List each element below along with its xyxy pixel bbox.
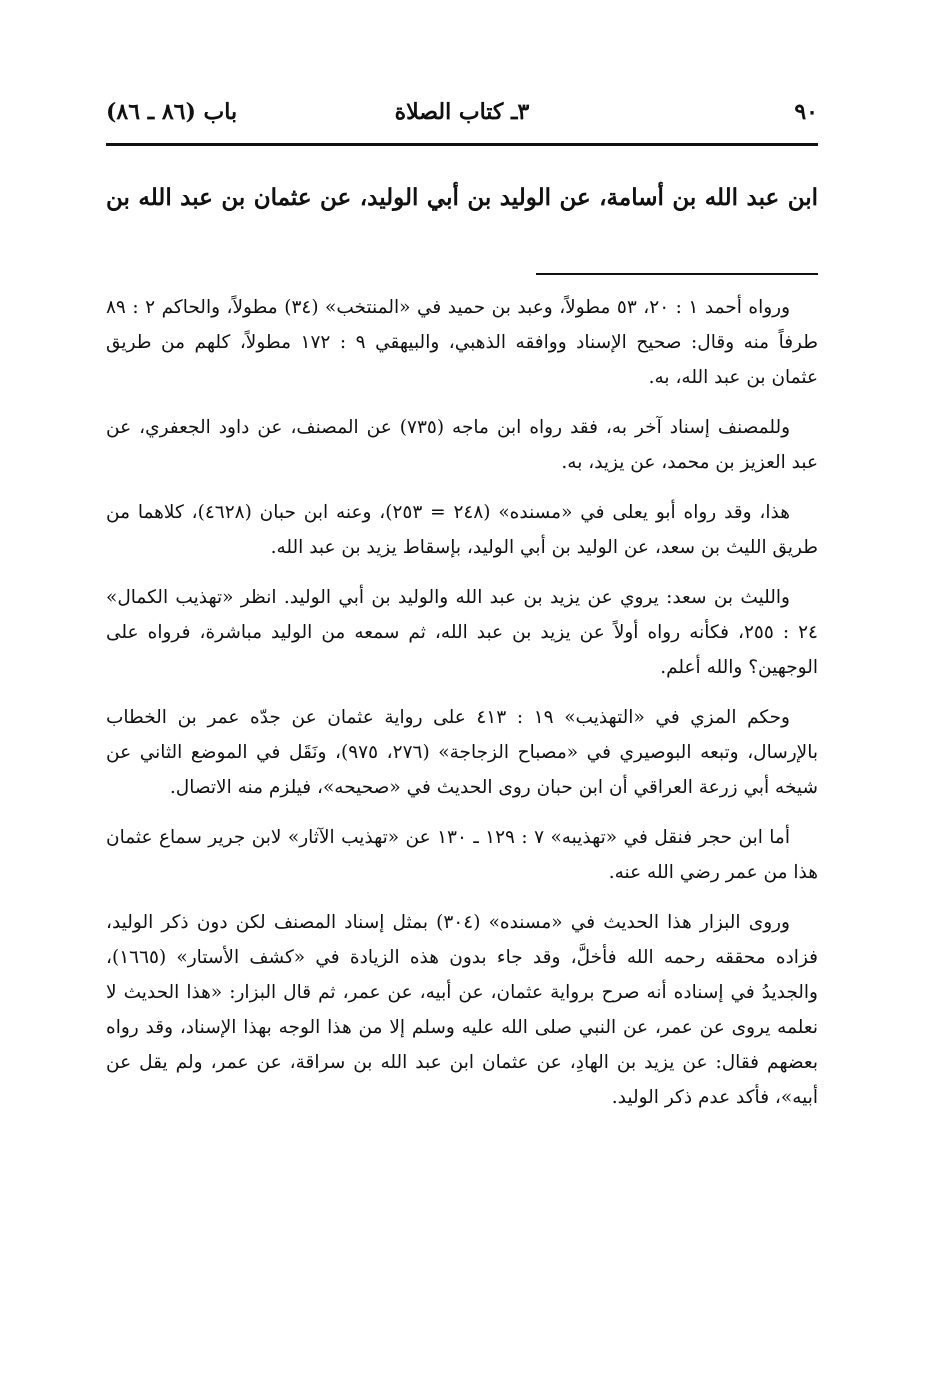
page-header [106,92,818,136]
footnote-paragraph: ورواه أحمد ١ : ٢٠، ٥٣ مطولاً، وعبد بن حميد في «المنتخب» (٣٤) مطولاً، والحاكم ٢ : ٨٩ طرفاً منه وقال: صحيح الإسناد ووافقه الذهبي، والبيهقي ٩ : ١٧٢ مطولاً، كلهم من طريق عثمان بن عبد الله، به. [106,297,818,388]
footnote-paragraph: وروى البزار هذا الحديث في «مسنده» (٣٠٤) بمثل إسناد المصنف لكن دون ذكر الوليد، فزاده محققه رحمه الله فأخلَّ، وقد جاء بدون هذه الزيادة في «كشف الأستار» (١٦٦٥)، والجديدُ في إسناده أنه صرح برواية عثمان، عن أبيه، عن عمر، ثم قال البزار: «هذا الحديث لا نعلمه يروى عن عمر، عن النبي صلى الله عليه وسلم إلا من هذا الوجه بهذا الإسناد، وقد رواه بعضهم فقال: عن يزيد بن الهادِ، عن عثمان ابن عبد الله بن سراقة، عن عمر، ولم يقل عن أبيه»، فأكد عدم ذكر الوليد. [106,912,818,1108]
footnote-paragraph: أما ابن حجر فنقل في «تهذيبه» ٧ : ١٢٩ ـ ١٣٠ عن «تهذيب الآثار» لابن جرير سماع عثمان هذا من عمر رضي الله عنه. [106,827,818,883]
page-number: ٩٠ [794,99,818,125]
chapter-reference: باب (٨٦ ـ ٨٦) [106,99,238,125]
footnote-paragraph: وللمصنف إسناد آخر به، فقد رواه ابن ماجه (٧٣٥) عن المصنف، عن داود الجعفري، عن عبد العزيز بن محمد، عن يزيد، به. [106,417,818,473]
footnote-paragraph: وحكم المزي في «التهذيب» ١٩ : ٤١٣ على رواية عثمان عن جدّه عمر بن الخطاب بالإرسال، وتبعه البوصيري في «مصباح الزجاجة» (٢٧٦، ٩٧٥)، ونَقَل في الموضع الثاني عن شيخه أبي زرعة العراقي أن ابن حبان روى الحديث في «صحيحه»، فيلزم منه الاتصال. [106,707,819,798]
main-text: ابن عبد الله بن أسامة، عن الوليد بن أبي الوليد، عن عثمان بن عبد الله بن [106,184,818,211]
footnote-divider [536,273,818,275]
footnotes [106,290,818,1130]
footnote-paragraph: هذا، وقد رواه أبو يعلى في «مسنده» (٢٤٨ = ٢٥٣)، وعنه ابن حبان (٤٦٢٨)، كلاهما من طريق الليث بن سعد، عن الوليد بن أبي الوليد، بإسقاط يزيد بن عبد الله. [106,502,818,558]
chapter-title: ٣ـ كتاب الصلاة [394,99,530,125]
header-divider [106,143,818,146]
footnote-paragraph: والليث بن سعد: يروي عن يزيد بن عبد الله والوليد بن أبي الوليد. انظر «تهذيب الكمال» ٢٤ : ٢٥٥، فكأنه رواه أولاً عن يزيد بن عبد الله، ثم سمعه من الوليد مباشرة، فرواه على الوجهين؟ والله أعلم. [106,587,818,678]
